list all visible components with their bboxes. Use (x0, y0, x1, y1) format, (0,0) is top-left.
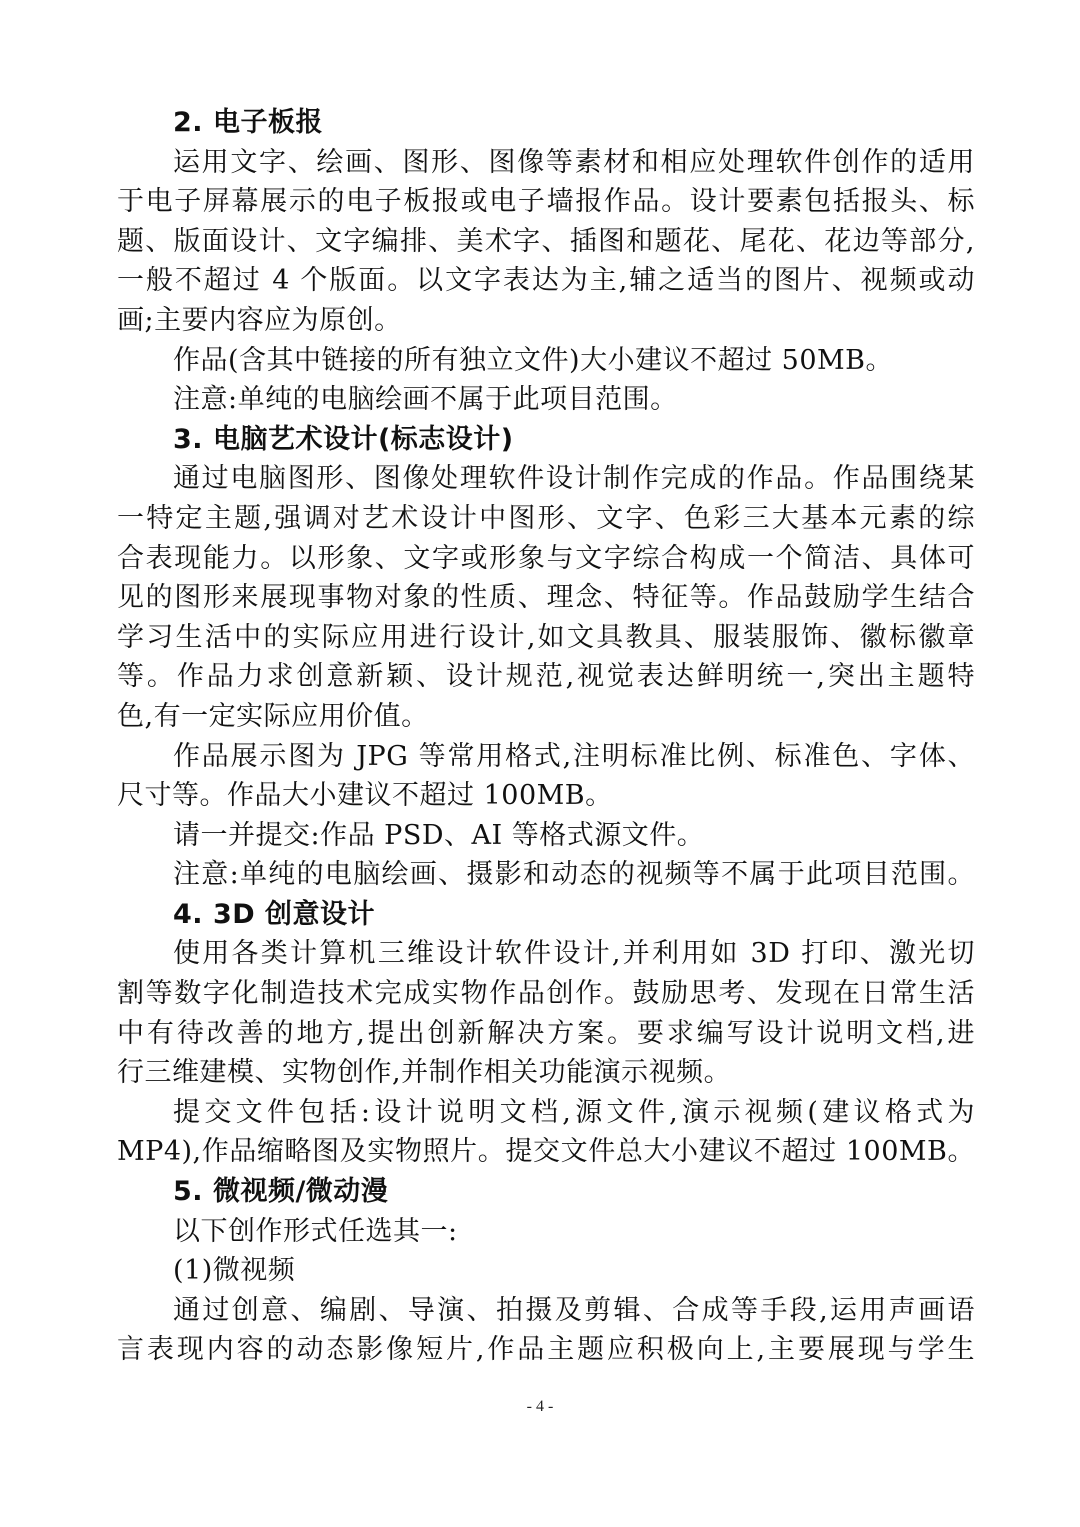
paragraph-line: 作品(含其中链接的所有独立文件)大小建议不超过 50MB。 (173, 344, 893, 376)
paragraph-line: 割等数字化制造技术完成实物作品创作。鼓励思考、发现在日常生活 (117, 978, 975, 1010)
paragraph-line: 运用文字、绘画、图形、图像等素材和相应处理软件创作的适用 (173, 146, 975, 178)
paragraph-line: 一特定主题,强调对艺术设计中图形、文字、色彩三大基本元素的综 (117, 502, 975, 534)
paragraph-line: 提交文件包括:设计说明文档,源文件,演示视频(建议格式为 (173, 1096, 975, 1128)
section-heading-2: 2. 电子板报 (173, 107, 323, 138)
paragraph-line: 请一并提交:作品 PSD、AI 等格式源文件。 (173, 819, 705, 851)
paragraph-line: 通过创意、编剧、导演、拍摄及剪辑、合成等手段,运用声画语 (173, 1294, 975, 1326)
paragraph-line: 注意:单纯的电脑绘画、摄影和动态的视频等不属于此项目范围。 (173, 859, 975, 891)
paragraph-line: MP4),作品缩略图及实物照片。提交文件总大小建议不超过 100MB。 (117, 1136, 975, 1168)
document-body (117, 103, 975, 1370)
paragraph-line: 合表现能力。以形象、文字或形象与文字综合构成一个简洁、具体可 (117, 542, 975, 574)
section-heading-5: 5. 微视频/微动漫 (173, 1176, 389, 1208)
paragraph-line: 见的图形来展现事物对象的性质、理念、特征等。作品鼓励学生结合 (117, 582, 975, 614)
paragraph-line: 色,有一定实际应用价值。 (117, 700, 429, 732)
page-number: - 4 - (526, 1398, 554, 1415)
paragraph-line: 注意:单纯的电脑绘画不属于此项目范围。 (173, 384, 678, 416)
paragraph-line: 等。作品力求创意新颖、设计规范,视觉表达鲜明统一,突出主题特 (117, 661, 975, 693)
paragraph-line: 题、版面设计、文字编排、美术字、插图和题花、尾花、花边等部分, (117, 225, 975, 257)
paragraph-line: 通过电脑图形、图像处理软件设计制作完成的作品。作品围绕某 (173, 463, 975, 495)
paragraph-line: 行三维建模、实物创作,并制作相关功能演示视频。 (117, 1057, 732, 1089)
paragraph-line: 言表现内容的动态影像短片,作品主题应积极向上,主要展现与学生 (117, 1334, 975, 1366)
section-heading-3: 3. 电脑艺术设计(标志设计) (173, 423, 514, 455)
paragraph-line: 使用各类计算机三维设计软件设计,并利用如 3D 打印、激光切 (173, 938, 975, 970)
section-heading-4: 4. 3D 创意设计 (173, 898, 376, 930)
paragraph-line: 作品展示图为 JPG 等常用格式,注明标准比例、标准色、字体、 (173, 740, 975, 772)
paragraph-line: 画;主要内容应为原创。 (117, 304, 402, 336)
paragraph-line: 中有待改善的地方,提出创新解决方案。要求编写设计说明文档,进 (117, 1017, 975, 1049)
paragraph-line: 一般不超过 4 个版面。以文字表达为主,辅之适当的图片、视频或动 (117, 265, 975, 297)
paragraph-line: 尺寸等。作品大小建议不超过 100MB。 (117, 780, 613, 812)
paragraph-line: 以下创作形式任选其一: (173, 1215, 458, 1247)
paragraph-line: 于电子屏幕展示的电子板报或电子墙报作品。设计要素包括报头、标 (117, 186, 975, 218)
subsection-label: (1)微视频 (173, 1255, 296, 1287)
paragraph-line: 学习生活中的实际应用进行设计,如文具教具、服装服饰、徽标徽章 (117, 621, 975, 653)
